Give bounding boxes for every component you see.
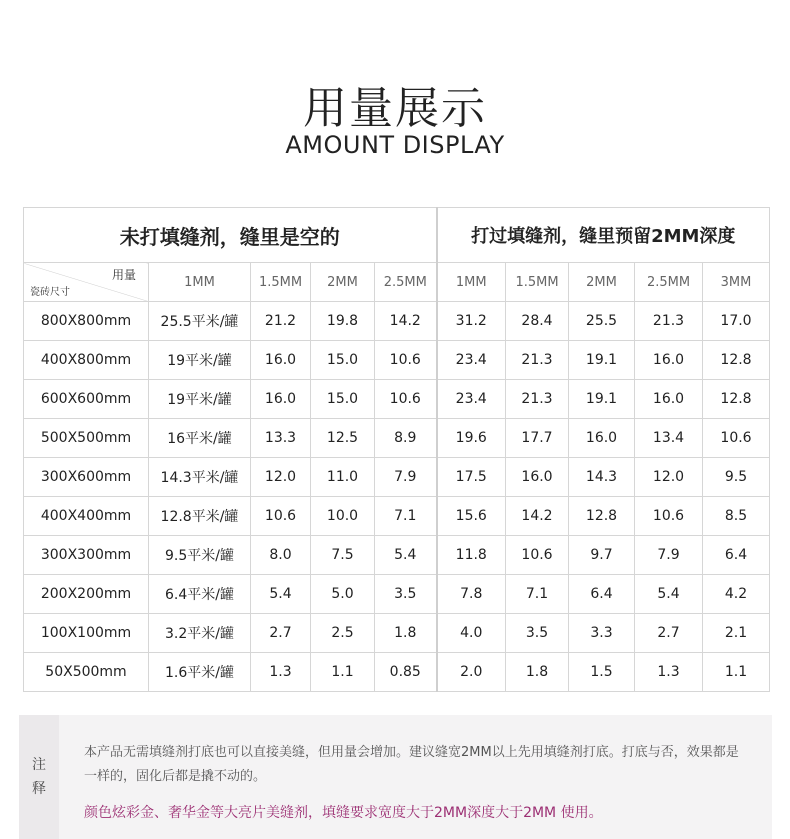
value-cell: 23.4: [437, 341, 506, 380]
table-row: [24, 575, 770, 614]
value-cell: 9.7: [569, 536, 635, 575]
value-cell: 17.5: [437, 458, 506, 497]
note-label-char: 注: [32, 757, 46, 773]
value-cell: 6.4平米/罐: [149, 575, 251, 614]
table-row: [24, 458, 770, 497]
value-cell: 17.0: [703, 302, 770, 341]
value-cell: 10.0: [311, 497, 375, 536]
value-cell: 2.7: [251, 614, 311, 653]
value-cell: 16.0: [569, 419, 635, 458]
value-cell: 19.1: [569, 380, 635, 419]
table-row: [24, 302, 770, 341]
value-cell: 4.0: [437, 614, 506, 653]
value-cell: 10.6: [251, 497, 311, 536]
value-cell: 5.0: [311, 575, 375, 614]
value-cell: 1.8: [506, 653, 569, 692]
value-cell: 8.9: [375, 419, 437, 458]
note-highlight: 颜色炫彩金、奢华金等大亮片美缝剂，填缝要求宽度大于2MM深度大于2MM 使用。: [84, 805, 603, 821]
value-cell: 13.4: [635, 419, 703, 458]
col-header: 2MM: [569, 263, 635, 302]
value-cell: 2.1: [703, 614, 770, 653]
value-cell: 10.6: [635, 497, 703, 536]
value-cell: 16.0: [635, 341, 703, 380]
value-cell: 14.3平米/罐: [149, 458, 251, 497]
value-cell: 12.8平米/罐: [149, 497, 251, 536]
value-cell: 12.0: [251, 458, 311, 497]
value-cell: 2.5: [311, 614, 375, 653]
group-header-unfilled: 未打填缝剂，缝里是空的: [24, 208, 437, 263]
value-cell: 10.6: [375, 380, 437, 419]
col-header: 1.5MM: [506, 263, 569, 302]
value-cell: 1.1: [703, 653, 770, 692]
value-cell: 16.0: [506, 458, 569, 497]
table-row: [24, 614, 770, 653]
col-header: 1MM: [437, 263, 506, 302]
value-cell: 11.0: [311, 458, 375, 497]
value-cell: 25.5平米/罐: [149, 302, 251, 341]
value-cell: 6.4: [703, 536, 770, 575]
value-cell: 21.2: [251, 302, 311, 341]
value-cell: 7.1: [375, 497, 437, 536]
value-cell: 1.1: [311, 653, 375, 692]
value-cell: 1.6平米/罐: [149, 653, 251, 692]
page-subtitle: AMOUNT DISPLAY: [285, 131, 505, 159]
col-header: 2.5MM: [375, 263, 437, 302]
group-header-filled: 打过填缝剂，缝里预留2MM深度: [437, 208, 770, 263]
value-cell: 14.3: [569, 458, 635, 497]
table-row: [24, 653, 770, 692]
value-cell: 10.6: [703, 419, 770, 458]
value-cell: 3.2平米/罐: [149, 614, 251, 653]
value-cell: 5.4: [635, 575, 703, 614]
table-row: [24, 341, 770, 380]
value-cell: 7.9: [635, 536, 703, 575]
value-cell: 21.3: [506, 341, 569, 380]
value-cell: 7.9: [375, 458, 437, 497]
value-cell: 19平米/罐: [149, 380, 251, 419]
value-cell: 6.4: [569, 575, 635, 614]
value-cell: 21.3: [506, 380, 569, 419]
value-cell: 1.3: [635, 653, 703, 692]
value-cell: 31.2: [437, 302, 506, 341]
value-cell: 12.8: [569, 497, 635, 536]
value-cell: 12.0: [635, 458, 703, 497]
tile-size-cell: 400X400mm: [24, 497, 149, 536]
amount-table: [23, 207, 770, 692]
value-cell: 14.2: [506, 497, 569, 536]
value-cell: 3.5: [506, 614, 569, 653]
value-cell: 12.8: [703, 341, 770, 380]
value-cell: 16.0: [251, 380, 311, 419]
value-cell: 5.4: [251, 575, 311, 614]
value-cell: 2.7: [635, 614, 703, 653]
value-cell: 11.8: [437, 536, 506, 575]
value-cell: 1.3: [251, 653, 311, 692]
value-cell: 4.2: [703, 575, 770, 614]
value-cell: 28.4: [506, 302, 569, 341]
value-cell: 23.4: [437, 380, 506, 419]
value-cell: 14.2: [375, 302, 437, 341]
note-label: [19, 715, 59, 839]
value-cell: 0.85: [375, 653, 437, 692]
table-row: [24, 536, 770, 575]
note-text: 本产品无需填缝剂打底也可以直接美缝，但用量会增加。建议缝宽2MM以上先用填缝剂打底。打底与否，效果都是一样的，固化后都是撬不动的。: [84, 745, 739, 784]
table-body: [24, 302, 770, 692]
value-cell: 7.5: [311, 536, 375, 575]
value-cell: 16.0: [251, 341, 311, 380]
value-cell: 17.7: [506, 419, 569, 458]
value-cell: 16平米/罐: [149, 419, 251, 458]
value-cell: 15.0: [311, 380, 375, 419]
col-header: 2MM: [311, 263, 375, 302]
tile-size-cell: 100X100mm: [24, 614, 149, 653]
value-cell: 19.8: [311, 302, 375, 341]
value-cell: 15.6: [437, 497, 506, 536]
table-row: [24, 380, 770, 419]
col-header: 1MM: [149, 263, 251, 302]
note-label-char: 释: [32, 781, 46, 797]
table-row: [24, 497, 770, 536]
value-cell: 19.1: [569, 341, 635, 380]
corner-size-label: 瓷砖尺寸: [30, 287, 70, 298]
corner-header: [24, 263, 149, 302]
tile-size-cell: 200X200mm: [24, 575, 149, 614]
note-box: [19, 715, 772, 839]
value-cell: 9.5平米/罐: [149, 536, 251, 575]
col-header: 3MM: [703, 263, 770, 302]
tile-size-cell: 50X500mm: [24, 653, 149, 692]
corner-usage-label: 用量: [111, 268, 136, 282]
value-cell: 10.6: [506, 536, 569, 575]
tile-size-cell: 300X600mm: [24, 458, 149, 497]
value-cell: 1.5: [569, 653, 635, 692]
value-cell: 8.5: [703, 497, 770, 536]
value-cell: 16.0: [635, 380, 703, 419]
value-cell: 10.6: [375, 341, 437, 380]
tile-size-cell: 600X600mm: [24, 380, 149, 419]
col-header: 1.5MM: [251, 263, 311, 302]
value-cell: 7.8: [437, 575, 506, 614]
value-cell: 25.5: [569, 302, 635, 341]
tile-size-cell: 500X500mm: [24, 419, 149, 458]
col-header: 2.5MM: [635, 263, 703, 302]
value-cell: 3.3: [569, 614, 635, 653]
value-cell: 19.6: [437, 419, 506, 458]
tile-size-cell: 300X300mm: [24, 536, 149, 575]
table-row: [24, 419, 770, 458]
tile-size-cell: 800X800mm: [24, 302, 149, 341]
value-cell: 5.4: [375, 536, 437, 575]
value-cell: 12.8: [703, 380, 770, 419]
value-cell: 1.8: [375, 614, 437, 653]
value-cell: 19平米/罐: [149, 341, 251, 380]
tile-size-cell: 400X800mm: [24, 341, 149, 380]
value-cell: 8.0: [251, 536, 311, 575]
value-cell: 2.0: [437, 653, 506, 692]
value-cell: 7.1: [506, 575, 569, 614]
value-cell: 13.3: [251, 419, 311, 458]
value-cell: 15.0: [311, 341, 375, 380]
value-cell: 9.5: [703, 458, 770, 497]
value-cell: 21.3: [635, 302, 703, 341]
page-title: 用量展示: [303, 83, 487, 134]
value-cell: 3.5: [375, 575, 437, 614]
value-cell: 12.5: [311, 419, 375, 458]
